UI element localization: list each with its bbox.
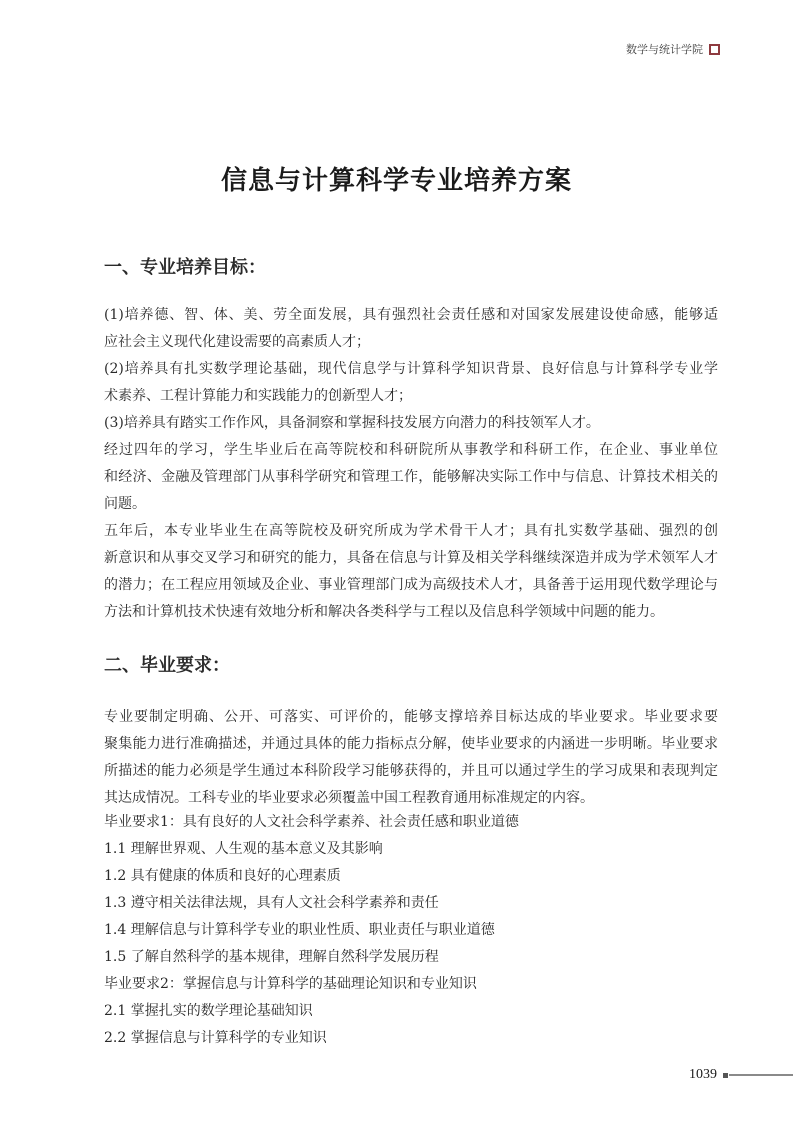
requirement-item: 1.1 理解世界观、人生观的基本意义及其影响 [104,841,383,857]
requirement-item: 2.1 掌握扎实的数学理论基础知识 [104,1003,313,1019]
paragraph-line: (2)培养具有扎实数学理论基础，现代信息学与计算科学知识背景、良好信息与计算科学专业学 [104,361,718,377]
footer-square-bullet-icon [723,1073,728,1078]
section-heading-training-goals: 一、专业培养目标： [104,257,266,278]
paragraph-line: 问题。 [104,496,146,512]
header-square-marker-icon [709,44,720,55]
requirement-heading-2: 毕业要求2：掌握信息与计算科学的基础理论知识和专业知识 [104,976,477,992]
paragraph-line: 的潜力；在工程应用领域及企业、事业管理部门成为高级技术人才，具备善于运用现代数学理论与 [104,577,718,593]
paragraph-line: (3)培养具有踏实工作作风，具备洞察和掌握科技发展方向潜力的科技领军人才。 [104,415,600,431]
paragraph-line: 聚集能力进行准确描述，并通过具体的能力指标点分解，使毕业要求的内涵进一步明晰。毕业要求 [104,736,718,752]
paragraph-line: 所描述的能力必须是学生通过本科阶段学习能够获得的，并且可以通过学生的学习成果和表现判定 [104,763,718,779]
paragraph-line: 术素养、工程计算能力和实践能力的创新型人才； [104,388,412,404]
requirement-item: 2.2 掌握信息与计算科学的专业知识 [104,1030,327,1046]
paragraph-line: 应社会主义现代化建设需要的高素质人才； [104,334,370,350]
page-footer [689,1067,793,1083]
running-header [626,41,720,57]
paragraph-line: 经过四年的学习，学生毕业后在高等院校和科研院所从事教学和科研工作，在企业、事业单位 [104,442,718,458]
graduation-requirements-list [104,809,519,1052]
five-year-outcome-paragraph [90,518,718,626]
paragraph-line: 新意识和从事交叉学习和研究的能力，具备在信息与计算及相关学科继续深造并成为学术领军人才 [104,550,718,566]
goal-paragraph-2 [90,356,718,410]
requirements-intro-paragraph [90,704,718,812]
document-title: 信息与计算科学专业培养方案 [220,166,572,197]
goal-paragraph-3 [90,410,718,437]
paragraph-line: 和经济、金融及管理部门从事科学研究和管理工作，能够解决实际工作中与信息、计算技术相关的 [104,469,718,485]
goal-paragraph-1 [90,302,718,356]
footer-rule-line [729,1074,793,1076]
four-year-outcome-paragraph [90,437,718,518]
paragraph-line: 专业要制定明确、公开、可落实、可评价的，能够支撑培养目标达成的毕业要求。毕业要求要 [104,709,718,725]
paragraph-line: 其达成情况。工科专业的毕业要求必须覆盖中国工程教育通用标准规定的内容。 [104,790,594,806]
requirement-heading-1: 毕业要求1：具有良好的人文社会科学素养、社会责任感和职业道德 [104,814,519,830]
paragraph-line: 方法和计算机技术快速有效地分析和解决各类科学与工程以及信息科学领域中问题的能力。 [104,604,664,620]
paragraph-line: (1)培养德、智、体、美、劳全面发展，具有强烈社会责任感和对国家发展建设使命感，能够适 [104,307,718,323]
section-heading-graduation-requirements: 二、毕业要求： [104,655,230,676]
page-number: 1039 [689,1067,717,1082]
paragraph-line: 五年后，本专业毕业生在高等院校及研究所成为学术骨干人才；具有扎实数学基础、强烈的创 [104,523,718,539]
requirement-item: 1.3 遵守相关法律法规，具有人文社会科学素养和责任 [104,895,439,911]
running-header-title: 数学与统计学院 [626,43,703,56]
requirement-item: 1.4 理解信息与计算科学专业的职业性质、职业责任与职业道德 [104,922,495,938]
requirement-item: 1.2 具有健康的体质和良好的心理素质 [104,868,341,884]
requirement-item: 1.5 了解自然科学的基本规律，理解自然科学发展历程 [104,949,439,965]
